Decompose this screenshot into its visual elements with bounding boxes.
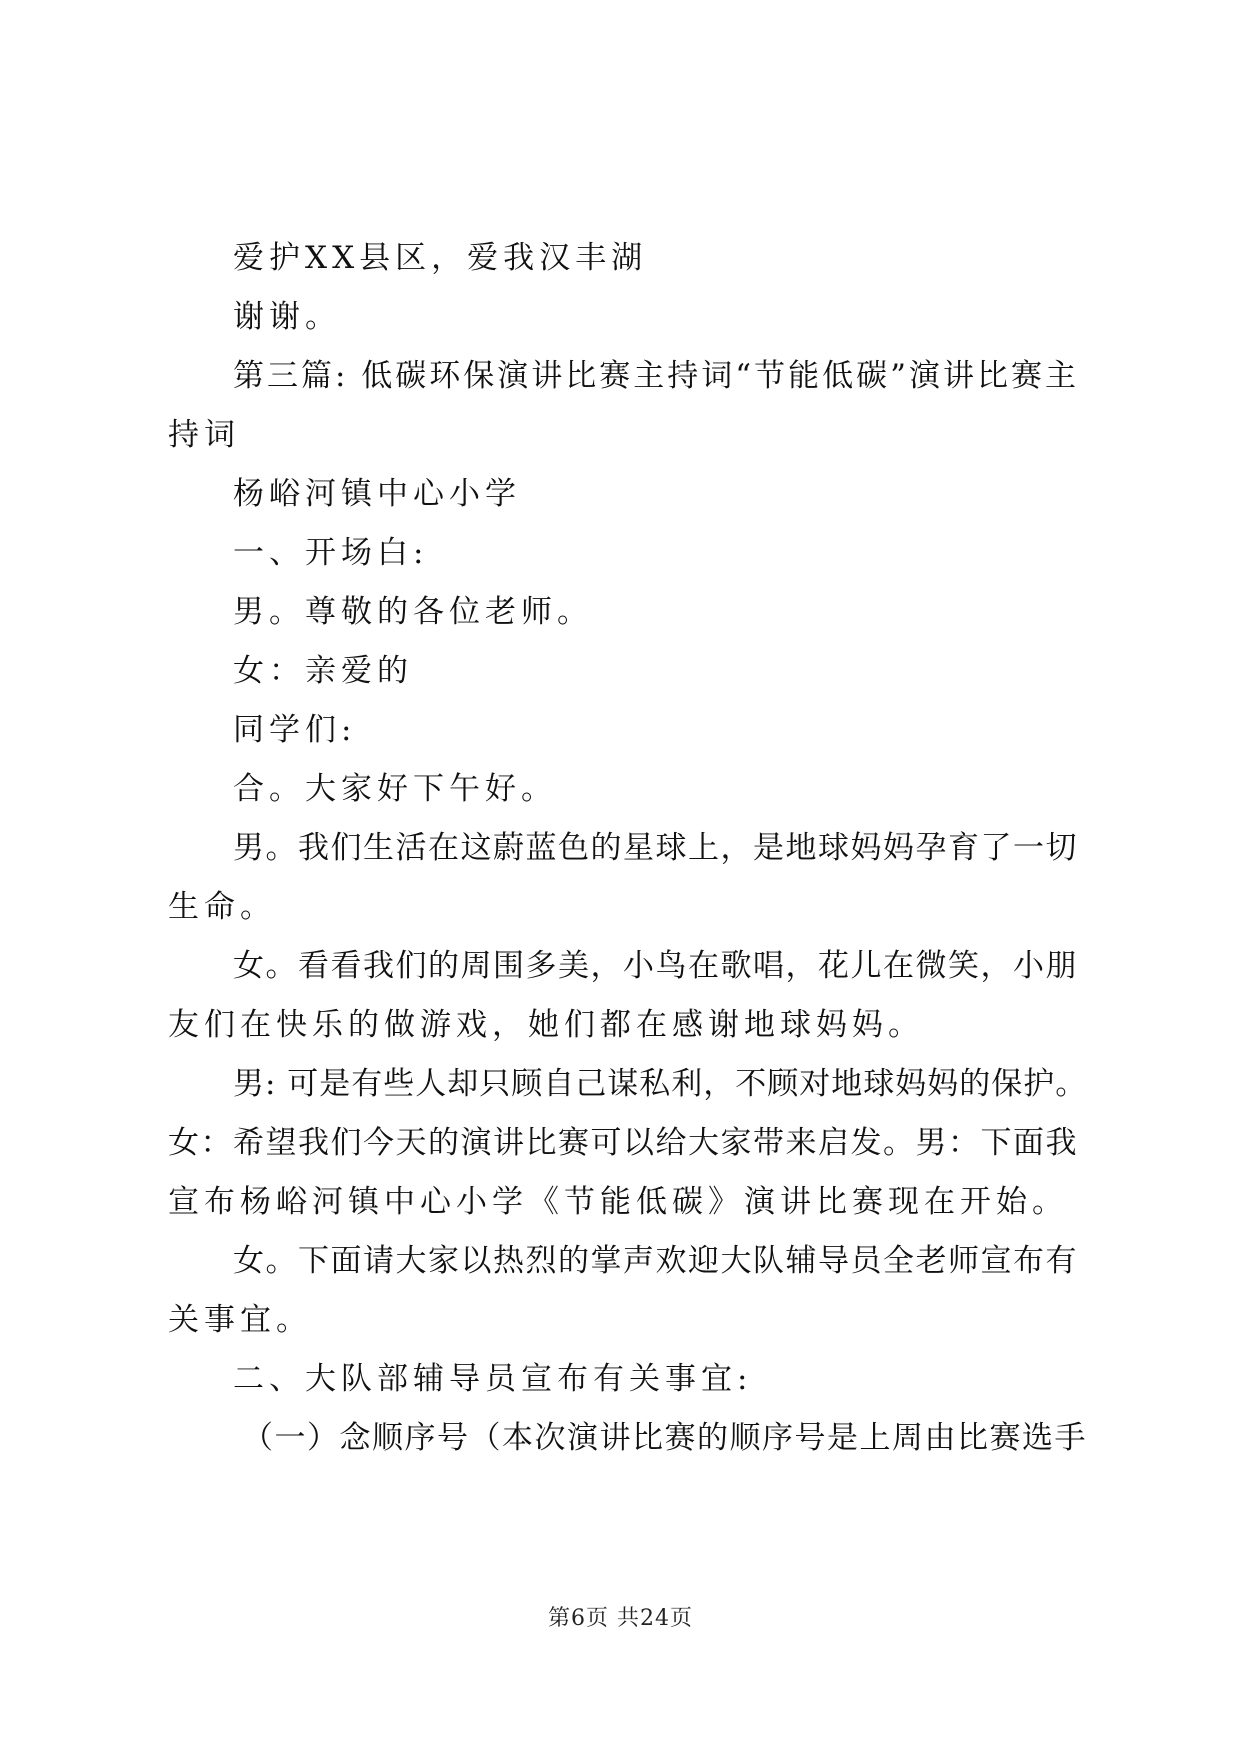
text-line: （一）念顺序号（本次演讲比赛的顺序号是上周由比赛选手 (242, 1420, 1087, 1456)
text-line: 男: 可是有些人却只顾自己谋私利，不顾对地球妈妈的保护。 (233, 1066, 1088, 1102)
text-line: 同学们: (233, 712, 357, 748)
text-line: 二、大队部辅导员宣布有关事宜: (233, 1361, 753, 1397)
text-line: 女。看看我们的周围多美，小鸟在歌唱，花儿在微笑，小朋 (233, 948, 1078, 984)
text-line: 男。我们生活在这蔚蓝色的星球上，是地球妈妈孕育了一切 (233, 830, 1078, 866)
page-number-footer: 第6页 共24页 (548, 1606, 693, 1631)
text-line: 持词 (168, 417, 240, 453)
text-line: 合。大家好下午好。 (233, 771, 557, 807)
text-line: 女：希望我们今天的演讲比赛可以给大家带来启发。男：下面我 (168, 1125, 1078, 1161)
text-line: 生命。 (168, 889, 276, 925)
text-line: 杨峪河镇中心小学 (233, 476, 521, 512)
text-line: 爱护XX县区，爱我汉丰湖 (233, 240, 648, 276)
text-line: 男。尊敬的各位老师。 (233, 594, 593, 630)
text-line: 女。下面请大家以热烈的掌声欢迎大队辅导员全老师宣布有 (233, 1243, 1078, 1279)
text-line: 一、开场白: (233, 535, 429, 571)
text-line: 宣布杨峪河镇中心小学《节能低碳》演讲比赛现在开始。 (168, 1184, 1068, 1220)
text-line: 友们在快乐的做游戏，她们都在感谢地球妈妈。 (168, 1007, 924, 1043)
text-line: 女：亲爱的 (233, 653, 413, 689)
text-line: 第三篇: 低碳环保演讲比赛主持词“节能低碳”演讲比赛主 (233, 358, 1079, 394)
text-line: 关事宜。 (168, 1302, 312, 1338)
text-line: 谢谢。 (233, 299, 341, 335)
